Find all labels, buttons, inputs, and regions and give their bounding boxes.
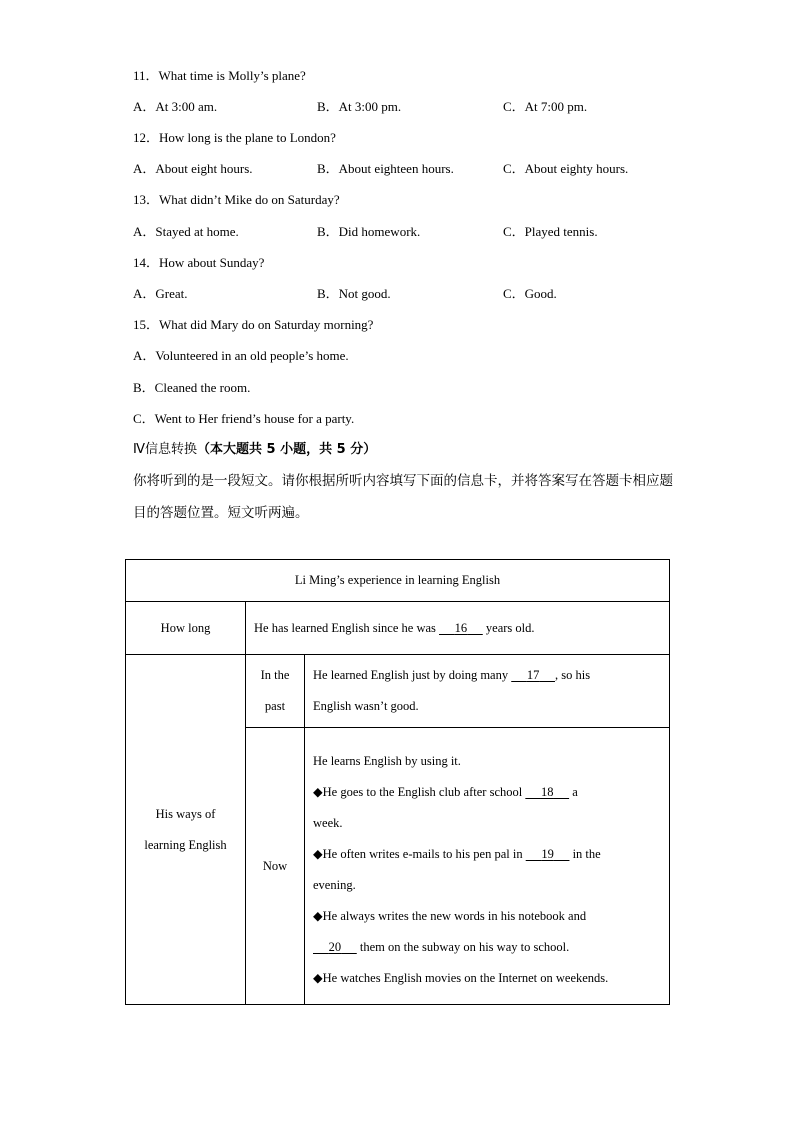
section-bold: （本大题共 5 小题，共 5 分） [197,442,377,457]
q11-option-b: B．At 3:00 pm. [317,99,402,114]
section-intro: 你将听到的是一段短文。请你根据所听内容填写下面的信息卡，并将答案写在答题卡相应题目的答题位置。短文听两遍。 [133,473,673,521]
q14-option-c: C．Good. [503,286,557,301]
how-long-label: How long [126,602,246,655]
now-label: Now [246,728,305,1005]
q14-option-b: B．Not good. [317,286,391,301]
q15-option-c: C．Went to Her friend’s house for a party. [133,411,355,426]
blank-17[interactable]: 17 [526,668,540,682]
blank-19[interactable]: 19 [541,846,554,861]
q12-option-b: B．About eighteen hours. [317,161,454,176]
question-15: 15．What did Mary do on Saturday morning? [133,317,374,332]
section-prefix: Ⅳ信息转换 [133,442,197,457]
past-cell: He learned English just by doing many 17 , so his English wasn’t good. [305,655,670,728]
q12-option-c: C．About eighty hours. [503,161,629,176]
how-long-cell: He has learned English since he was 16 years old. [246,602,670,655]
question-14: 14．How about Sunday? [133,255,265,270]
past-label: In the past [246,655,305,728]
q14-option-a: A．Great. [133,286,188,301]
q15-option-b: B．Cleaned the room. [133,380,251,395]
q11-option-c: C．At 7:00 pm. [503,99,588,114]
q13-option-a: A．Stayed at home. [133,224,239,239]
question-12: 12．How long is the plane to London? [133,130,336,145]
blank-16[interactable]: 16 [454,620,468,635]
question-11: 11．What time is Molly’s plane? [133,68,306,83]
ways-label: His ways of learning English [126,655,246,1005]
section-heading [133,441,376,459]
q13-option-b: B．Did homework. [317,224,421,239]
question-13: 13．What didn’t Mike do on Saturday? [133,192,340,207]
q11-option-a: A．At 3:00 am. [133,99,218,114]
card-title: Li Ming’s experience in learning English [126,560,670,602]
now-cell: He learns English by using it. ◆He goes to the English club after school 18 a week. ◆He often writes e-mails to his pen pal in 19 in the evening. ◆He always writes the new words in his notebook and 20 them on the subway on his way to school. ◆He watches English movies on the Internet on weekends. [305,728,670,1005]
q12-option-a: A．About eight hours. [133,161,253,176]
q13-option-c: C．Played tennis. [503,224,598,239]
blank-18[interactable]: 18 [540,784,554,799]
info-card-table [125,559,670,1005]
q15-option-a: A．Volunteered in an old people’s home. [133,348,349,363]
blank-20[interactable]: 20 [328,939,342,954]
